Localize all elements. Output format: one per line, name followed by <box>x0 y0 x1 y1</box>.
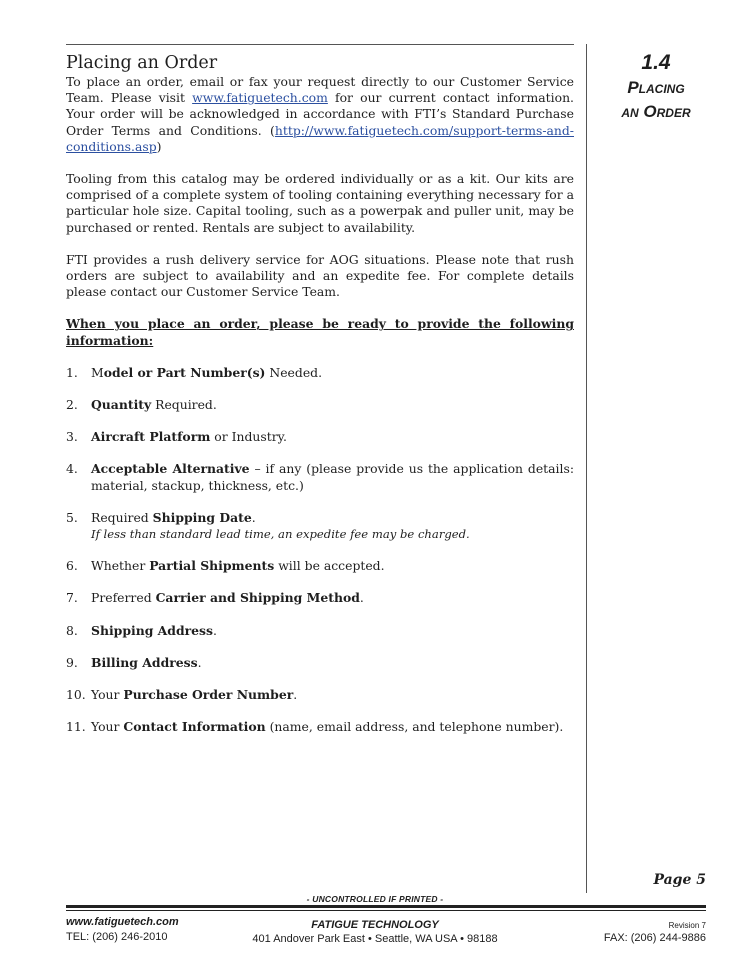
list-item-suffix: . <box>251 509 256 525</box>
footer-website: www.fatiguetech.com <box>66 916 179 928</box>
section-name-line2: an Order <box>621 102 691 121</box>
list-item-suffix: or Industry. <box>210 429 287 445</box>
list-item-number: 1. <box>66 364 78 380</box>
list-item-suffix: will be accepted. <box>274 558 385 574</box>
list-item-prefix: Your <box>91 719 124 735</box>
list-item <box>66 687 574 703</box>
list-item-number: 9. <box>66 654 78 670</box>
side-rule <box>586 44 587 893</box>
list-item-suffix: . <box>213 622 217 638</box>
footer-right <box>604 920 706 945</box>
list-item <box>66 655 574 671</box>
list-item-bold: Billing Address <box>91 654 198 670</box>
footer-revision: Revision 7 <box>668 921 706 930</box>
footer-fax: FAX: (206) 244-9886 <box>603 932 706 944</box>
list-item <box>66 590 574 606</box>
list-item-bold: Carrier and Shipping Method <box>155 590 360 606</box>
footer-company: FATIGUE TECHNOLOGY <box>311 919 439 931</box>
page-title: Placing an Order <box>66 53 218 73</box>
list-item-prefix: Whether <box>91 558 150 574</box>
list-item-number: 4. <box>66 461 78 477</box>
list-item-number: 6. <box>66 558 78 574</box>
terms-link[interactable]: http://www.fatiguetech.com/support-terms-and-conditions.asp <box>66 122 574 154</box>
section-number: 1.4 <box>641 51 671 74</box>
list-item-bold: Shipping Address <box>91 622 213 638</box>
order-info-list <box>66 365 574 736</box>
list-item-prefix: Your <box>91 687 124 703</box>
list-heading: When you place an order, please be ready to provide the following information: <box>66 316 574 348</box>
list-item-number: 5. <box>66 509 78 525</box>
list-item-bold: Quantity <box>91 397 152 413</box>
list-item-note: If less than standard lead time, an expedite fee may be charged. <box>91 527 470 542</box>
top-rule <box>66 44 574 45</box>
footer-address: 401 Andover Park East • Seattle, WA USA • 98188 <box>252 933 498 945</box>
list-item-suffix: . <box>293 687 298 703</box>
list-item-suffix: . <box>359 590 364 606</box>
section-header <box>600 50 712 124</box>
list-item-number: 3. <box>66 429 78 445</box>
list-item-prefix: M <box>91 364 104 380</box>
list-item <box>66 558 574 574</box>
intro-text-a: To place an order, email or fax your request directly to our Customer Service Team. Please visit <box>66 74 574 106</box>
uncontrolled-notice: - UNCONTROLLED IF PRINTED - <box>306 894 444 904</box>
list-item-prefix: Preferred <box>91 590 156 606</box>
intro-text-c: ) <box>156 138 162 154</box>
list-item-suffix: Needed. <box>265 364 323 380</box>
list-item <box>66 461 574 493</box>
list-item <box>66 397 574 413</box>
list-item-bold: Acceptable Alternative <box>91 461 250 477</box>
list-item <box>66 429 574 445</box>
footer-rule-thick <box>66 905 706 908</box>
list-item <box>66 510 574 542</box>
list-item-number: 10. <box>66 687 86 703</box>
list-item-number: 7. <box>66 590 78 606</box>
list-item <box>66 365 574 381</box>
list-item-suffix: Required. <box>151 397 217 413</box>
footer-rule-thin <box>66 910 706 911</box>
main-content <box>66 52 574 751</box>
list-item-prefix: Required <box>91 509 153 525</box>
website-link[interactable]: www.fatiguetech.com <box>192 90 328 106</box>
rush-paragraph: FTI provides a rush delivery service for AOG situations. Please note that rush orders are subject to availability and an expedite fee. For complete details please contact our Customer Service Team. <box>66 251 574 300</box>
list-item-bold: Purchase Order Number <box>123 687 294 703</box>
list-item-bold: Partial Shipments <box>149 558 275 574</box>
tooling-paragraph: Tooling from this catalog may be ordered individually or as a kit. Our kits are comprised of a complete system of tooling containing everything necessary for a particular hole size. Capital tooling, such as a powerpak and puller unit, may be purchased or rented. Rentals are subject to availability. <box>66 171 574 235</box>
list-item-bold: odel or Part Number(s) <box>103 364 266 380</box>
list-item <box>66 623 574 639</box>
footer-tel: TEL: (206) 246-2010 <box>66 931 168 943</box>
page-number: Page 5 <box>653 872 706 888</box>
list-item-suffix: (name, email address, and telephone number). <box>265 719 564 735</box>
intro-text-b: for our current contact information. Your order will be acknowledged in accordance with FTI’s Standard Purchase Order Terms and Conditions. ( <box>66 90 574 138</box>
intro-paragraph <box>66 74 574 155</box>
list-item-bold: Contact Information <box>123 719 266 735</box>
list-item-suffix: – if any (please provide us the application details: material, stackup, thickness, etc.) <box>91 461 574 493</box>
list-item-number: 2. <box>66 397 78 413</box>
list-item <box>66 719 574 735</box>
list-item-number: 11. <box>66 719 86 735</box>
list-item-suffix: . <box>197 654 202 670</box>
section-name-line1: Placing <box>627 78 685 97</box>
list-item-number: 8. <box>66 622 78 638</box>
list-item-bold: Aircraft Platform <box>91 429 211 445</box>
list-item-bold: Shipping Date <box>152 509 252 525</box>
